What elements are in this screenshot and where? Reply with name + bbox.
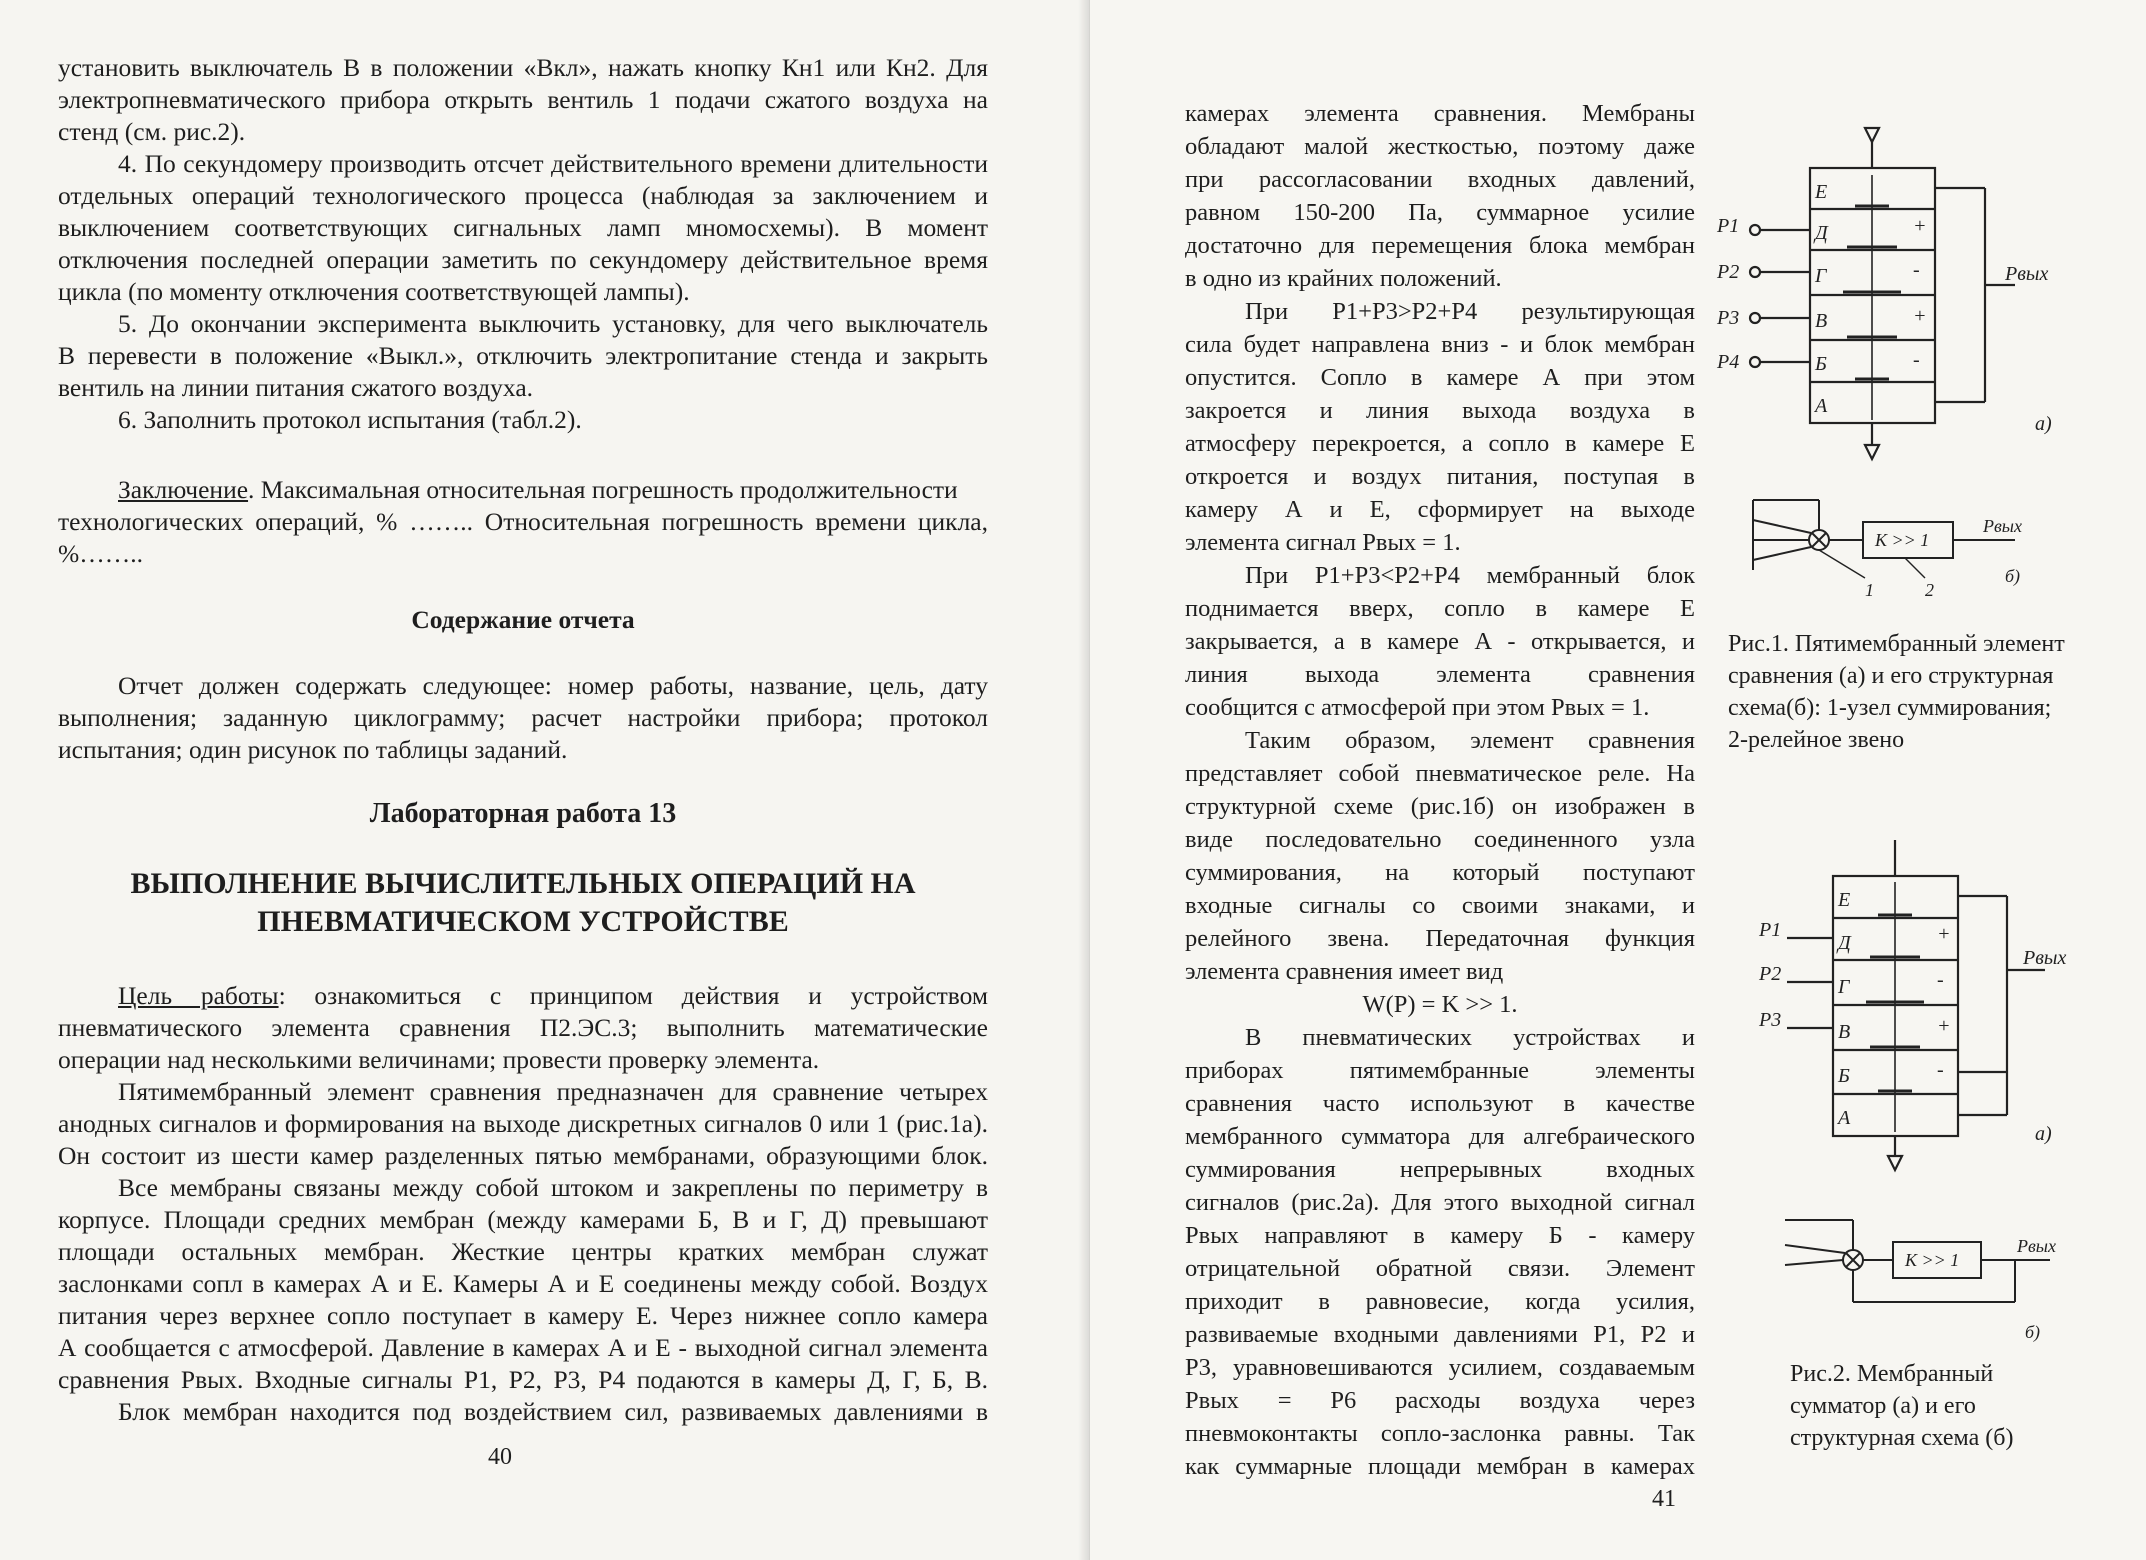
lab-title: Лабораторная работа 13 (369, 798, 677, 829)
figure-1-caption-line: сравнения (а) и его структурная (1728, 663, 2054, 689)
chamber-label: Г (1815, 265, 1827, 287)
chamber-label: Г (1838, 976, 1850, 998)
text-line: представляет собой пневматическое реле. На (1185, 760, 1695, 787)
text-line: приходит в равновесие, когда усилия, (1185, 1288, 1695, 1315)
sign-label: + (1913, 215, 1927, 237)
text-line: анодных сигналов и формирования на выходе дискретных сигналов 0 или 1 (рис.1а). (58, 1109, 988, 1138)
text-line: в одно из крайних положений. (1185, 265, 1502, 292)
text-line: отдельных операций технологического процесса (наблюдая за заключением и (58, 181, 988, 210)
text-line: установить выключатель В в положении «Вкл», нажать кнопку Кн1 или Кн2. Для (58, 53, 988, 82)
page-number: 40 (488, 1444, 512, 1470)
text-line: закрывается, а в камере А - открывается, и (1185, 628, 1695, 655)
chamber-label: В (1838, 1021, 1851, 1043)
text-line: сравнения Pвых. Входные сигналы P1, P2, P3, P4 подаются в камеры Д, Г, Б, В. (58, 1365, 988, 1394)
text-line: технологических операций, % …….. Относительная погрешность времени цикла, (58, 507, 988, 536)
text-line: равном 150-200 Па, суммарное усилие (1185, 199, 1695, 226)
subfigure-label-a: а) (2035, 413, 2052, 435)
sign-label: + (1937, 923, 1951, 945)
text-line: электропневматического прибора открыть вентиль 1 подачи сжатого воздуха на (58, 85, 988, 114)
chamber-label: В (1815, 310, 1828, 332)
text-line: опустится. Сопло в камере А при этом (1185, 364, 1695, 391)
output-label: Pвых (2005, 263, 2049, 285)
text-line: элемента сравнения имеет вид (1185, 958, 1504, 985)
chamber-label: Д (1838, 932, 1851, 954)
sign-label: - (1913, 349, 1920, 371)
transfer-function: W(P) = K >> 1. (1362, 991, 1518, 1018)
conclusion-text: . Максимальная относительная погрешность продолжительности (248, 475, 958, 504)
text-line: В перевести в положение «Выкл.», отключить электропитание стенда и закрыть (58, 341, 988, 370)
output-label: Pвых (1983, 516, 2022, 536)
text-line: А сообщается с атмосферой. Давление в камерах А и Е - выходной сигнал элемента (58, 1333, 988, 1362)
text-line: отключения последней операции заметить по секундомеру действительное время (58, 245, 988, 274)
text-line: %…….. (58, 539, 143, 568)
figure-1-caption-line: Рис.1. Пятимембранный элемент (1728, 631, 2065, 657)
text-line: Пятимембранный элемент сравнения предназначен для сравнение четырех (118, 1077, 988, 1106)
text-line: развиваемые входными давлениями P1, P2 и (1185, 1321, 1695, 1348)
text-line: атмосферу перекроется, а сопло в камере Е (1185, 430, 1695, 457)
text-line: отрицательной обратной связи. Элемент (1185, 1255, 1695, 1282)
chamber-label: Б (1838, 1065, 1850, 1087)
text-line: вентиль на линии питания сжатого воздуха. (58, 373, 534, 402)
chamber-label: Д (1815, 222, 1828, 244)
text-line: заслонками сопл в камерах А и Е. Камеры А и Е соединены между собой. Воздух (58, 1269, 988, 1298)
text-line: приборах пятимембранные элементы (1185, 1057, 1695, 1084)
sign-label: + (1913, 305, 1927, 327)
text-line: пневмоконтакты сопло-заслонка равны. Так (1185, 1420, 1695, 1447)
chamber-label: Б (1815, 353, 1827, 375)
text-line: сила будет направлена вниз - и блок мембран (1185, 331, 1695, 358)
report-heading: Содержание отчета (411, 605, 635, 634)
chamber-label: Е (1815, 181, 1828, 203)
chamber-label: А (1815, 395, 1828, 417)
input-label: P1 (1717, 215, 1740, 237)
text-line: площади остальных мембран. Жесткие центры кратких мембран служат (58, 1237, 988, 1266)
input-label: P2 (1759, 963, 1782, 985)
text-line: откроется и воздух питания, поступая в (1185, 463, 1695, 490)
goal-text: : ознакомиться с принципом действия и устройством (278, 981, 988, 1010)
text-line: При P1+P3>P2+P4 результирующая (1245, 298, 1695, 325)
chamber-label: Е (1838, 889, 1851, 911)
text-line: 5. До окончании эксперимента выключить установку, для чего выключатель (118, 309, 988, 338)
subfigure-label-b: б) (2025, 1322, 2041, 1342)
sign-label: - (1913, 259, 1920, 281)
text-line: P3, уравновешиваются усилием, создаваемым (1185, 1354, 1695, 1381)
text-line: Отчет должен содержать следующее: номер работы, название, цель, дату (118, 671, 988, 700)
figure-2-caption-line: Рис.2. Мембранный (1790, 1361, 1994, 1387)
text-line: обладают малой жесткостью, поэтому даже (1185, 133, 1695, 160)
text-line: операции над несколькими величинами; провести проверку элемента. (58, 1045, 820, 1074)
goal-label: Цель работы (118, 981, 279, 1010)
main-title-line: ПНЕВМАТИЧЕСКОМ УСТРОЙСТВЕ (257, 905, 789, 938)
text-line: сигналов (рис.2а). Для этого выходной сигнал (1185, 1189, 1695, 1216)
input-label: P3 (1759, 1009, 1782, 1031)
relay-block-label: K >> 1 (1905, 1250, 1960, 1270)
text-line: 6. Заполнить протокол испытания (табл.2). (118, 405, 582, 434)
input-label: P4 (1717, 351, 1740, 373)
text-line: при рассогласовании входных давлений, (1185, 166, 1695, 193)
callout-label: 2 (1925, 580, 1934, 600)
output-label: Pвых (2023, 947, 2067, 969)
text-line: поднимается вверх, сопло в камере Е (1185, 595, 1695, 622)
text-line: линия выхода элемента сравнения (1185, 661, 1695, 688)
text-line: Все мембраны связаны между собой штоком и закреплены по периметру в (118, 1173, 988, 1202)
figure-1-caption-line: 2-релейное звено (1728, 727, 1905, 753)
callout-label: 1 (1865, 580, 1874, 600)
subfigure-label-a: а) (2035, 1123, 2052, 1145)
input-label: P1 (1759, 919, 1782, 941)
text-line: структурной схеме (рис.1б) он изображен в (1185, 793, 1695, 820)
sign-label: + (1937, 1015, 1951, 1037)
text-line: стенд (см. рис.2). (58, 117, 246, 146)
text-line: мембранного сумматора для алгебраического (1185, 1123, 1695, 1150)
text-line: камерах элемента сравнения. Мембраны (1185, 100, 1695, 127)
text-line: пневматического элемента сравнения П2.ЭС.3; выполнить математические (58, 1013, 988, 1042)
text-line: Pвых направляют в камеру Б - камеру (1185, 1222, 1695, 1249)
subfigure-label-b: б) (2005, 566, 2021, 586)
input-label: P2 (1717, 261, 1740, 283)
text-line: Он состоит из шести камер разделенных пятью мембранами, образующими блок. (58, 1141, 988, 1170)
text-line: как суммарные площади мембран в камерах (1185, 1453, 1695, 1480)
figure-2-diagram (1745, 840, 2085, 1350)
text-line: релейного звена. Передаточная функция (1185, 925, 1695, 952)
text-line: суммирования, на который поступают (1185, 859, 1695, 886)
text-line: При P1+P3<P2+P4 мембранный блок (1245, 562, 1695, 589)
text-line: испытания; один рисунок по таблицы заданий. (58, 735, 568, 764)
conclusion-paragraph (118, 474, 988, 506)
figure-2-caption-line: структурная схема (б) (1790, 1425, 2014, 1451)
text-line: суммирования непрерывных входных (1185, 1156, 1695, 1183)
chamber-label: А (1838, 1107, 1851, 1129)
text-line: выключением соответствующих сигнальных ламп мномосхемы). В момент (58, 213, 988, 242)
text-line: Таким образом, элемент сравнения (1245, 727, 1695, 754)
text-line: закроется и линия выхода воздуха в (1185, 397, 1695, 424)
output-label: Pвых (2017, 1236, 2056, 1256)
text-line: корпусе. Площади средних мембран (между камерами Б, В и Г, Д) превышают (58, 1205, 988, 1234)
input-label: P3 (1717, 307, 1740, 329)
text-line: сравнения часто используют в качестве (1185, 1090, 1695, 1117)
text-line: сообщится с атмосферой при этом Pвых = 1. (1185, 694, 1650, 721)
text-line: виде последовательно соединенного узла (1185, 826, 1695, 853)
text-line: Pвых = P6 расходы воздуха через (1185, 1387, 1695, 1414)
conclusion-label: Заключение (118, 475, 249, 504)
text-line: камеру А и Е, сформирует на выходе (1185, 496, 1695, 523)
figure-2-caption-line: сумматор (а) и его (1790, 1393, 1976, 1419)
figure-1-diagram (1715, 120, 2075, 630)
page-number: 41 (1652, 1486, 1676, 1512)
main-title-line: ВЫПОЛНЕНИЕ ВЫЧИСЛИТЕЛЬНЫХ ОПЕРАЦИЙ НА (130, 867, 916, 900)
sign-label: - (1937, 969, 1944, 991)
text-line: цикла (по моменту отключения соответствующей лампы). (58, 277, 690, 306)
text-line: достаточно для перемещения блока мембран (1185, 232, 1695, 259)
figure-1-caption-line: схема(б): 1-узел суммирования; (1728, 695, 2052, 721)
text-line: выполнения; заданную циклограмму; расчет настройки прибора; протокол (58, 703, 988, 732)
text-line: 4. По секундомеру производить отсчет действительного времени длительности (118, 149, 988, 178)
text-line: Блок мембран находится под воздействием сил, развиваемых давлениями в (118, 1397, 988, 1426)
text-line: входные сигналы со своими знаками, и (1185, 892, 1695, 919)
text-line: В пневматических устройствах и (1245, 1024, 1695, 1051)
sign-label: - (1937, 1059, 1944, 1081)
relay-block-label: K >> 1 (1875, 530, 1930, 550)
goal-paragraph (118, 980, 988, 1012)
text-line: элемента сигнал Pвых = 1. (1185, 529, 1461, 556)
text-line: питания через верхнее сопло поступает в камеру Е. Через нижнее сопло камера (58, 1301, 988, 1330)
